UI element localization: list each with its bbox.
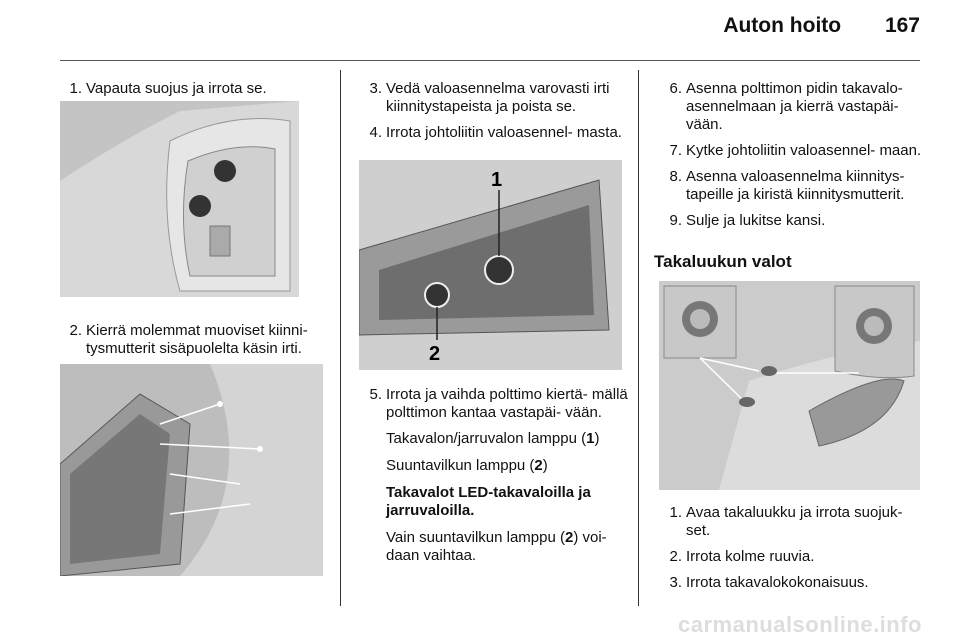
step-number: 4.	[369, 124, 382, 141]
page-header	[723, 14, 920, 38]
step-number: 3.	[669, 574, 682, 591]
step-text: Vapauta suojus ja irrota se.	[86, 80, 267, 97]
step-text: Irrota ja vaihda polttimo kiertä- mällä polttimon kantaa vastapäi- vään.	[386, 386, 628, 421]
step-text: Avaa takaluukku ja irrota suojuk- set.	[686, 504, 903, 539]
step-number: 9.	[669, 212, 682, 229]
step-1	[60, 80, 330, 98]
step-5	[360, 386, 632, 422]
step-2	[60, 322, 330, 358]
step-number: 1.	[669, 504, 682, 521]
sub-step-1	[660, 504, 924, 540]
column-2	[360, 80, 630, 150]
column-1-step2	[60, 322, 330, 366]
step-7	[660, 142, 924, 160]
step-number: 7.	[669, 142, 682, 159]
step-text: Kierrä molemmat muoviset kiinni- tysmutterit sisäpuolelta käsin irti.	[86, 322, 308, 357]
step-text: Kytke johtoliitin valoasennel- maan.	[686, 142, 922, 159]
step-text: Asenna valoasennelma kiinnitys- tapeille ja kiristä kiinnitysmutterit.	[686, 168, 905, 203]
column-divider	[638, 70, 639, 606]
step-text: Irrota johtoliitin valoasennel- masta.	[386, 124, 622, 141]
step-4	[360, 124, 630, 142]
step-8	[660, 168, 924, 204]
step-9	[660, 212, 924, 230]
figure-cover-illustration	[60, 101, 299, 297]
figure-nuts-illustration	[60, 364, 323, 576]
figure-tailgate-illustration	[659, 281, 920, 490]
figure-label-1: 1	[491, 169, 503, 191]
led-heading: Takavalot LED-takavaloilla ja jarruvaloilla.	[386, 484, 591, 519]
figure-bulb-illustration	[359, 160, 622, 370]
step-text: Irrota takavalokokonaisuus.	[686, 574, 869, 591]
step-3	[360, 80, 630, 116]
sub-step-2	[660, 548, 924, 566]
step-text: Irrota kolme ruuvia.	[686, 548, 815, 565]
step-number: 2.	[69, 322, 82, 339]
step-number: 6.	[669, 80, 682, 97]
step-number: 1.	[69, 80, 82, 97]
step-number: 8.	[669, 168, 682, 185]
figure-label-2: 2	[429, 343, 441, 365]
step-number: 3.	[369, 80, 382, 97]
step-number: 2.	[669, 548, 682, 565]
column-3-lower	[660, 504, 924, 600]
column-3	[660, 80, 924, 238]
led-note: Vain suuntavilkun lamppu (2) voi- daan vaihtaa.	[386, 529, 607, 564]
page-number: 167	[884, 14, 920, 37]
watermark: carmanualsonline.info	[678, 612, 922, 637]
section-title: Auton hoito	[723, 14, 842, 37]
step-text: Asenna polttimon pidin takavalo- asennelmaan ja kierrä vastapäi- vään.	[686, 80, 903, 133]
header-rule	[60, 60, 920, 61]
step-text: Sulje ja lukitse kansi.	[686, 212, 826, 229]
lamp-2-line: Suuntavilkun lamppu (2)	[386, 457, 548, 474]
sub-step-3	[660, 574, 924, 592]
lamp-1-line: Takavalon/jarruvalon lamppu (1)	[386, 430, 600, 447]
column-2-lower	[360, 386, 632, 574]
step-text: Vedä valoasennelma varovasti irti kiinnitystapeista ja poista se.	[386, 80, 610, 115]
step-number: 5.	[369, 386, 382, 403]
column-divider	[340, 70, 341, 606]
section-heading: Takaluukun valot	[654, 252, 792, 271]
step-6	[660, 80, 924, 134]
